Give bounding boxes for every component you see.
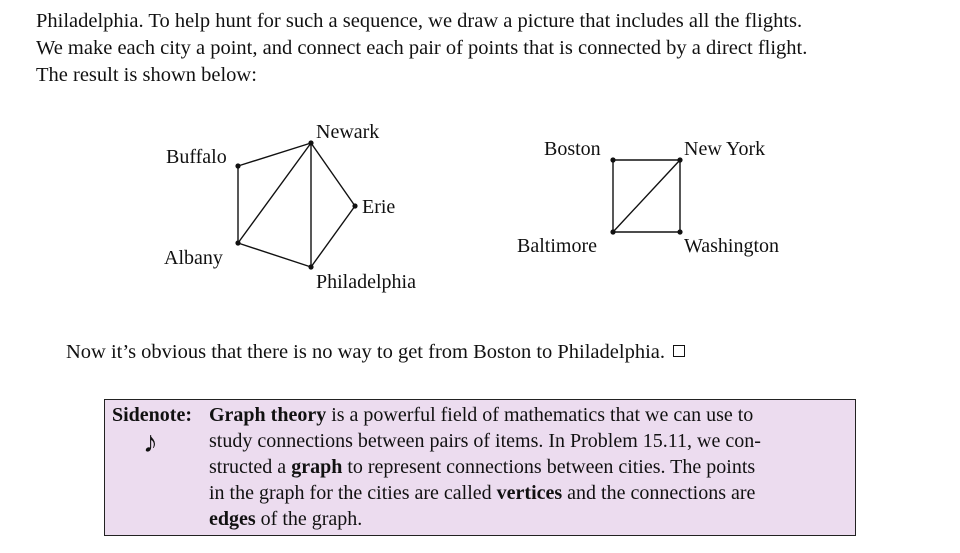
sidenote-box <box>104 399 856 536</box>
flight-graph-figure <box>0 110 960 310</box>
left-graph <box>164 121 416 293</box>
music-note-icon: ♪ <box>143 426 158 459</box>
sidenote-line: study connections between pairs of items. In Problem 15.11, we con- <box>209 430 761 452</box>
intro-paragraph <box>36 8 936 89</box>
vertex-dot <box>352 203 357 208</box>
vertex-dot <box>677 157 682 162</box>
intro-line: Philadelphia. To help hunt for such a sequence, we draw a picture that includes all the flights. <box>36 10 803 32</box>
edge <box>238 243 311 267</box>
conclusion-text: Now it’s obvious that there is no way to get from Boston to Philadelphia. <box>66 341 665 363</box>
vertex-dot <box>235 240 240 245</box>
edge <box>613 160 680 232</box>
vertex-dot <box>610 157 615 162</box>
sidenote-text: and the connections are <box>562 482 756 504</box>
intro-line: We make each city a point, and connect each pair of points that is connected by a direct flight. <box>36 37 808 59</box>
vertex-dot <box>308 140 313 145</box>
vertex-label-newark: Newark <box>316 121 380 143</box>
edge <box>311 143 355 206</box>
sidenote-body <box>209 402 855 532</box>
vertex-label-albany: Albany <box>164 247 223 269</box>
vertex-dot <box>610 229 615 234</box>
sidenote-line <box>209 402 855 428</box>
term-vertices: vertices <box>496 482 563 504</box>
vertex-label-washington: Washington <box>684 235 780 257</box>
edge <box>238 143 311 166</box>
sidenote-text: of the graph. <box>255 508 363 530</box>
vertex-label-boston: Boston <box>544 138 601 160</box>
term-graph: graph <box>291 456 343 478</box>
sidenote-text: is a powerful field of mathematics that we can use to <box>326 404 754 426</box>
sidenote-line <box>209 480 855 506</box>
vertex-label-new-york: New York <box>684 138 766 160</box>
edge <box>311 206 355 267</box>
qed-box-icon <box>673 345 685 357</box>
vertex-label-baltimore: Baltimore <box>517 235 597 257</box>
sidenote-text: to represent connections between cities. The points <box>342 456 756 478</box>
sidenote-line <box>209 506 855 532</box>
vertex-label-buffalo: Buffalo <box>166 146 227 168</box>
vertex-dot <box>677 229 682 234</box>
sidenote-label: Sidenote: <box>112 404 192 426</box>
term-graph-theory: Graph theory <box>209 404 327 426</box>
vertex-dot <box>235 163 240 168</box>
sidenote-line <box>209 454 855 480</box>
vertex-dot <box>308 264 313 269</box>
sidenote-text: structed a <box>209 456 292 478</box>
conclusion-sentence <box>66 339 685 366</box>
right-graph <box>517 138 779 257</box>
edge <box>238 143 311 243</box>
sidenote-text: in the graph for the cities are called <box>209 482 497 504</box>
vertex-label-erie: Erie <box>362 196 396 218</box>
vertex-label-philadelphia: Philadelphia <box>316 271 416 293</box>
term-edges: edges <box>209 508 256 530</box>
intro-line: The result is shown below: <box>36 64 257 86</box>
